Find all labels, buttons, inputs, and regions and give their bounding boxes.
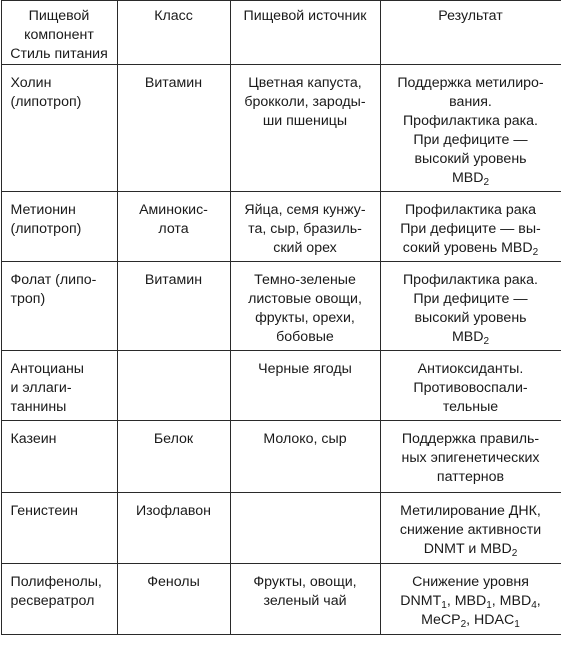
cell-line: ский орех [273, 240, 337, 256]
table-row [1, 65, 561, 192]
cell-line: ных эпигенетических [401, 450, 540, 466]
cell-source [230, 192, 380, 262]
header-class [117, 1, 230, 65]
cell-line: Витамин [144, 272, 203, 288]
cell-line: Профилактика рака. [402, 113, 539, 129]
cell-line: Казеин [10, 431, 57, 447]
cell-line: Черные ягоды [258, 361, 352, 377]
cell-line: компонент [24, 27, 94, 43]
table-header-row [1, 1, 561, 65]
cell-line: Антоцианы [10, 361, 85, 377]
cell-line: $MBD_2$ [451, 170, 490, 188]
cell-line: Фрукты, овощи, [253, 574, 357, 590]
cell-line: сокий уровень $MBD_2$ [402, 240, 539, 258]
cell-line: Фенолы [147, 574, 200, 590]
cell-source [230, 564, 380, 635]
header-source [230, 1, 380, 65]
cell-line: бобовые [276, 329, 334, 345]
cell-class [117, 421, 230, 493]
cell-line: Метионин [10, 202, 76, 218]
cell-component [1, 351, 117, 421]
cell-line: MeCP$_2$, $HDAC_1$ [421, 612, 520, 630]
cell-class [117, 493, 230, 564]
cell-line: та, сыр, бразиль- [248, 221, 362, 237]
cell-line: листовые овощи, [248, 291, 362, 307]
cell-line: вания. [449, 94, 492, 110]
cell-component [1, 65, 117, 192]
cell-line: Темно-зеленые [254, 272, 356, 288]
cell-source [230, 262, 380, 351]
cell-line: Профилактика рака [404, 202, 537, 218]
cell-line: Генистеин [10, 503, 78, 519]
table-row [1, 192, 561, 262]
cell-line: $DNMT_1$, $MBD_1$, $MBD_4$, [400, 593, 541, 611]
cell-line: DNMT и $MBD_2$ [423, 541, 518, 559]
cell-line: (липотроп) [10, 221, 82, 237]
cell-component [1, 421, 117, 493]
table-row [1, 564, 561, 635]
cell-line: Яйца, семя кунжу- [244, 202, 366, 218]
cell-line: Холин [10, 75, 52, 91]
cell-line: Белок [153, 431, 194, 447]
cell-line: Цветная капуста, [248, 75, 362, 91]
cell-line: и эллаги- [10, 380, 72, 396]
cell-line: зеленый чай [263, 593, 347, 609]
cell-line: Антиоксиданты. [417, 361, 524, 377]
cell-line: Снижение уровня [412, 574, 529, 590]
cell-line: Профилактика рака. [402, 272, 539, 288]
cell-line: Пищевой источник [243, 8, 367, 24]
table-row [1, 351, 561, 421]
cell-line: При дефиците — вы- [400, 221, 541, 237]
cell-line: ши пшеницы [262, 113, 348, 129]
header-component [1, 1, 117, 65]
cell-class [117, 564, 230, 635]
cell-component [1, 493, 117, 564]
cell-line: Стиль питания [10, 46, 108, 62]
cell-line: Метилирование ДНК, [400, 503, 541, 519]
cell-result [380, 262, 561, 351]
cell-result [380, 421, 561, 493]
table-row [1, 421, 561, 493]
cell-line: брокколи, зароды- [244, 94, 366, 110]
cell-result [380, 65, 561, 192]
cell-line: Полифенолы, [10, 574, 102, 590]
header-result [380, 1, 561, 65]
cell-line: При дефиците — [413, 132, 528, 148]
cell-component [1, 564, 117, 635]
cell-source [230, 351, 380, 421]
cell-source [230, 421, 380, 493]
cell-class [117, 65, 230, 192]
cell-source [230, 65, 380, 192]
table-row [1, 262, 561, 351]
cell-class [117, 262, 230, 351]
cell-result [380, 564, 561, 635]
cell-line: Класс [154, 8, 193, 24]
cell-result [380, 192, 561, 262]
cell-class [117, 351, 230, 421]
cell-result [380, 351, 561, 421]
nutrition-epigenetics-table [1, 0, 561, 635]
cell-result [380, 493, 561, 564]
table-row [1, 493, 561, 564]
cell-line: таннины [10, 399, 67, 415]
cell-line: Поддержка метилиро- [397, 75, 544, 91]
cell-component [1, 262, 117, 351]
cell-source [230, 493, 380, 564]
cell-line: снижение активности [399, 522, 542, 538]
cell-line: тельные [442, 399, 499, 415]
cell-class [117, 192, 230, 262]
cell-line: Противовоспали- [413, 380, 528, 396]
cell-line: Изофлавон [135, 503, 212, 519]
cell-line: Аминокис- [139, 202, 208, 218]
cell-line: Поддержка правиль- [401, 431, 540, 447]
cell-line: Пищевой [28, 8, 90, 24]
cell-line: Витамин [144, 75, 203, 91]
cell-line: фрукты, орехи, [255, 310, 355, 326]
cell-line: $MBD_2$ [451, 329, 490, 347]
cell-line: Результат [438, 8, 503, 24]
cell-line: ресвератрол [10, 593, 95, 609]
cell-line: лота [158, 221, 189, 237]
cell-line: (липотроп) [10, 94, 82, 110]
cell-line: высокий уровень [414, 310, 527, 326]
cell-line: При дефиците — [413, 291, 528, 307]
cell-line: троп) [10, 291, 46, 307]
cell-line: Фолат (липо- [10, 272, 97, 288]
cell-line: паттернов [436, 469, 505, 485]
cell-line: высокий уровень [414, 151, 527, 167]
cell-line: Молоко, сыр [263, 431, 347, 447]
cell-component [1, 192, 117, 262]
